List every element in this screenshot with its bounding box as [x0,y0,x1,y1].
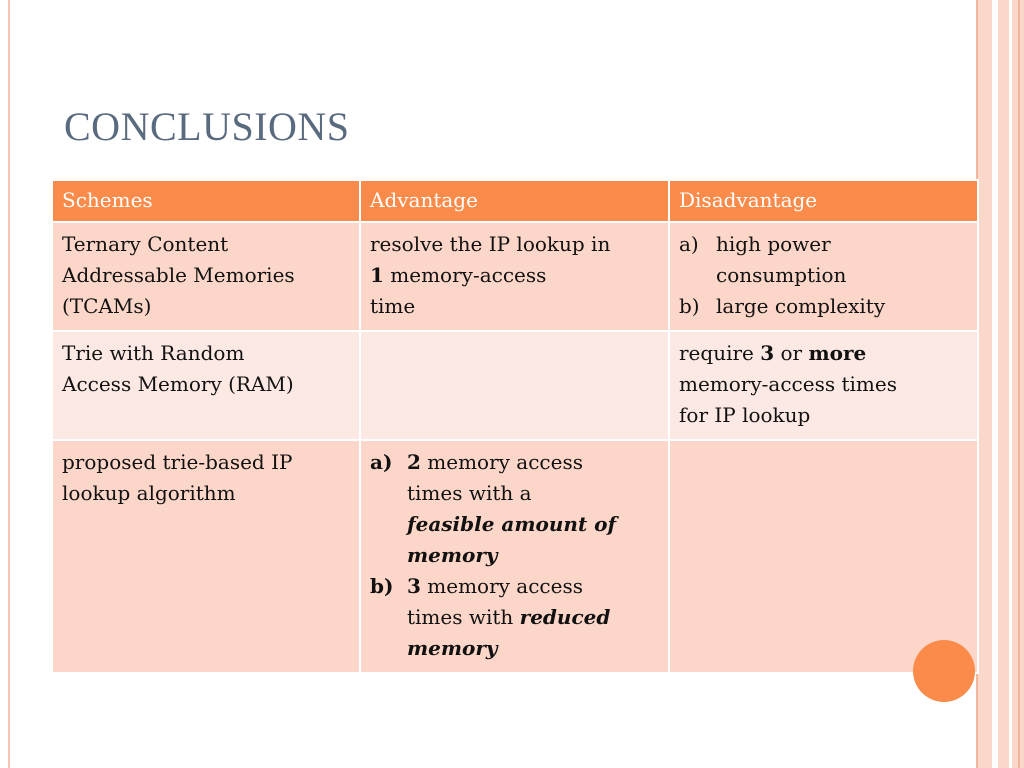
advantage-number: 2 [407,450,421,474]
list-item-emphasis: memory [407,543,498,567]
table-row-trie-ram [52,331,978,440]
disadvantage-line [679,338,968,369]
list-marker: b) [679,294,700,318]
scheme-line: Addressable Memories [62,263,295,287]
left-border-line [8,0,10,768]
list-item-text [407,571,659,602]
list-item [370,447,659,571]
list-item-text [407,447,659,478]
advantage-text: memory-access [383,263,547,287]
cell-disadvantage [669,440,978,673]
advantage-list [370,447,659,664]
advantage-line: time [370,294,416,318]
table-row-proposed [52,440,978,673]
list-marker: b) [370,574,394,598]
list-marker: a) [370,450,393,474]
decorative-circle [913,640,975,702]
list-item-text [407,602,659,633]
disadvantage-number: 3 [760,341,775,365]
cell-advantage [360,222,669,331]
advantage-number: 1 [370,263,384,287]
scheme-line: Ternary Content [62,232,229,256]
right-border-gap [992,0,998,768]
right-border-outer-line [1018,0,1020,768]
cell-scheme [52,222,360,331]
list-item [679,229,968,291]
slide-title: CONCLUSIONS [64,104,350,149]
advantage-text: memory access [420,450,583,474]
advantage-line [370,260,659,291]
list-marker: a) [679,232,699,256]
cell-advantage [360,331,669,440]
list-item-emphasis: feasible amount of [407,512,617,536]
advantage-text: times with [407,605,520,629]
list-item-emphasis: reduced [519,605,611,629]
disadvantage-emphasis: more [808,341,867,365]
cell-disadvantage [669,331,978,440]
disadvantage-line: for IP lookup [679,403,811,427]
list-item [679,291,968,322]
list-item-emphasis: memory [407,636,498,660]
advantage-text: memory access [420,574,583,598]
table-row-tcams [52,222,978,331]
list-item [370,571,659,664]
cell-disadvantage [669,222,978,331]
scheme-line: proposed trie-based IP [62,450,293,474]
scheme-line: Trie with Random [62,341,245,365]
disadvantage-line: memory-access times [679,372,897,396]
cell-scheme [52,440,360,673]
header-disadvantage: Disadvantage [669,180,978,222]
cell-advantage [360,440,669,673]
header-schemes: Schemes [52,180,360,222]
advantage-number: 3 [407,574,421,598]
list-item-text: large complexity [716,294,886,318]
header-advantage: Advantage [360,180,669,222]
table-header-row [52,180,978,222]
list-item-text: consumption [716,263,847,287]
scheme-line: lookup algorithm [62,481,236,505]
conclusions-table [51,179,979,674]
scheme-line: Access Memory (RAM) [62,372,294,396]
disadvantage-text: or [774,341,809,365]
right-border-gap-line [1009,0,1012,768]
disadvantage-text: require [679,341,761,365]
list-item-text: times with a [407,481,532,505]
cell-scheme [52,331,360,440]
disadvantage-list [679,229,968,322]
scheme-line: (TCAMs) [62,294,152,318]
list-item-text: high power [716,232,831,256]
advantage-line: resolve the IP lookup in [370,232,611,256]
